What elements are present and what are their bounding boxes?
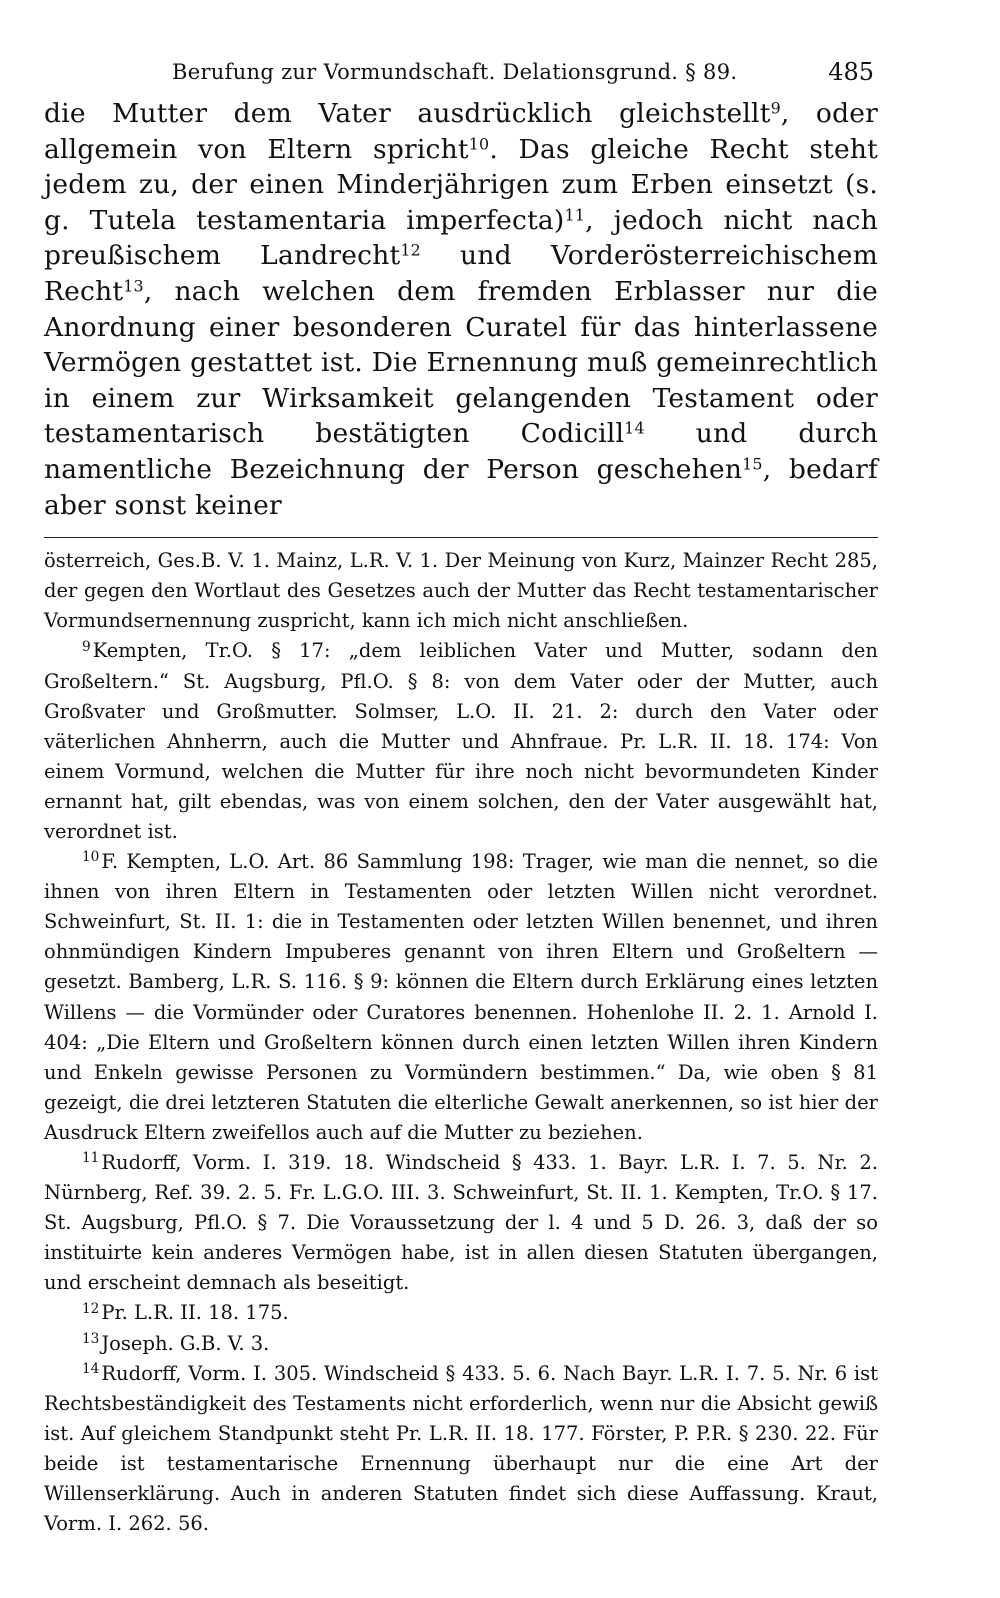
footnote-ref-12: 12 <box>400 240 421 260</box>
body-text: , bedarf aber sonst keiner <box>44 453 879 521</box>
body-text: und Vorderösterreichischem Recht <box>44 240 878 307</box>
footnote-number: 9 <box>82 638 91 655</box>
footnote-9 <box>44 636 878 847</box>
footnote-number: 11 <box>82 1150 100 1167</box>
footnote-number: 13 <box>82 1330 100 1347</box>
footnote-14 <box>44 1359 878 1540</box>
footnote-13 <box>44 1329 878 1359</box>
footnote-ref-15: 15 <box>742 454 763 474</box>
footnote-number: 10 <box>82 849 100 866</box>
footnote-ref-9: 9 <box>770 98 781 118</box>
body-text: , oder allgemein von Eltern spricht <box>44 98 878 165</box>
body-text: , jedoch nicht nach preußischem Landrecht <box>44 204 878 272</box>
footnotes <box>44 546 878 1539</box>
footnote-number: 14 <box>82 1360 100 1377</box>
footnote-ref-13: 13 <box>123 276 144 296</box>
footnote-text: Pr. L.R. II. 18. 175. <box>101 1301 289 1325</box>
body-text: , nach welchen dem fremden Erblasser nur die Anordnung einer besonderen Curatel für das hinterlassene Vermögen gestattet ist. Die Ernennung muß gemeinrechtlich in einem zur Wirksamkeit gelangenden Testament oder testamentarisch bestätigten Codicill <box>44 275 878 450</box>
footnote-continuation: österreich, Ges.B. V. 1. Mainz, L.R. V. 1. Der Meinung von Kurz, Mainzer Recht 285, der gegen den Wortlaut des Gesetzes auch der Mutter das Recht testamentarischer Vormundsernennung zuspricht, kann ich mich nicht anschließen. <box>44 549 878 633</box>
footnote-text: Rudorff, Vorm. I. 319. 18. Windscheid § 433. 1. Bayr. L.R. I. 7. 5. Nr. 2. Nürnberg, Ref. 39. 2. 5. Fr. L.G.O. III. 3. Schweinfurt, St. II. 1. Kempten, Tr.O. § 17. St. Augsburg, Pfl.O. § 7. Die Voraussetzung der l. 4 und 5 D. 26. 3, daß der so instituirte kein anderes Vermögen habe, ist in allen diesen Statuten übergangen, und erscheint demnach als beseitigt. <box>44 1151 878 1295</box>
footnote-number: 12 <box>82 1300 100 1317</box>
footnote-ref-10: 10 <box>468 133 490 153</box>
page-header <box>44 56 878 96</box>
footnote-12 <box>44 1298 878 1328</box>
footnote-ref-14: 14 <box>624 418 645 438</box>
body-text: . Das gleiche Recht steht jedem zu, der einen Minderjährigen zum Erben einsetzt (s. g. Tutela testamentaria imperfecta) <box>44 133 878 236</box>
body-text: und durch namentliche Bezeichnung der Person geschehen <box>44 418 878 485</box>
footnote-11 <box>44 1148 878 1298</box>
body-text: die Mutter dem Vater ausdrücklich gleichstellt <box>44 98 771 129</box>
main-paragraph <box>44 96 878 523</box>
book-page <box>44 56 878 1539</box>
footnote-divider <box>44 537 878 538</box>
footnote-text: F. Kempten, L.O. Art. 86 Sammlung 198: Trager, wie man die nennet, so die ihnen von ihren Eltern in Testamenten oder letzten Willen nicht verordnet. Schweinfurt, St. II. 1: die in Testamenten oder letzten Willen benennet, und ihren ohnmündigen Kindern Impuberes genannt von ihren Eltern und Großeltern — gesetzt. Bamberg, L.R. S. 116. § 9: können die Eltern durch Erklärung eines letzten Willens — die Vormünder oder Curatores benennen. Hohenlohe II. 2. 1. Arnold I. 404: „Die Eltern und Großeltern können durch einen letzten Willen ihren Kindern und Enkeln gewisse Personen zu Vormündern bestimmen.“ Da, wie oben § 81 gezeigt, die drei letzteren Statuten die elterliche Gewalt anerkennen, so ist hier der Ausdruck Eltern zweifellos auch auf die Mutter zu beziehen. <box>44 850 878 1144</box>
footnote-text: Rudorff, Vorm. I. 305. Windscheid § 433. 5. 6. Nach Bayr. L.R. I. 7. 5. Nr. 6 ist Rechtsbeständigkeit des Testaments nicht erforderlich, wenn nur die Absicht gewiß ist. Auf gleichem Standpunkt steht Pr. L.R. II. 18. 177. Förster, P. P.R. § 230. 22. Für beide ist testamentarische Ernennung überhaupt nur die eine Art der Willenserklärung. Auch in anderen Statuten findet sich diese Auffassung. Kraut, Vorm. I. 262. 56. <box>44 1361 878 1536</box>
footnote-text: Joseph. G.B. V. 3. <box>101 1331 270 1355</box>
running-head: Berufung zur Vormundschaft. Delationsgrund. § 89. <box>172 60 738 84</box>
footnote-10 <box>44 847 878 1148</box>
footnote-ref-11: 11 <box>564 205 586 225</box>
page-number: 485 <box>828 58 874 86</box>
footnote-text: Kempten, Tr.O. § 17: „dem leiblichen Vater und Mutter, sodann den Großeltern.“ St. Augsburg, Pfl.O. § 8: von dem Vater oder der Mutter, auch Großvater und Großmutter. Solmser, L.O. II. 21. 2: durch den Vater oder väterlichen Ahnherrn, auch die Mutter und Ahnfraue. Pr. L.R. II. 18. 174: Von einem Vormund, welchen die Mutter für ihre noch nicht bevormundeten Kinder ernannt hat, gilt ebendas, was von einem solchen, den der Vater ausgewählt hat, verordnet ist. <box>44 639 878 843</box>
